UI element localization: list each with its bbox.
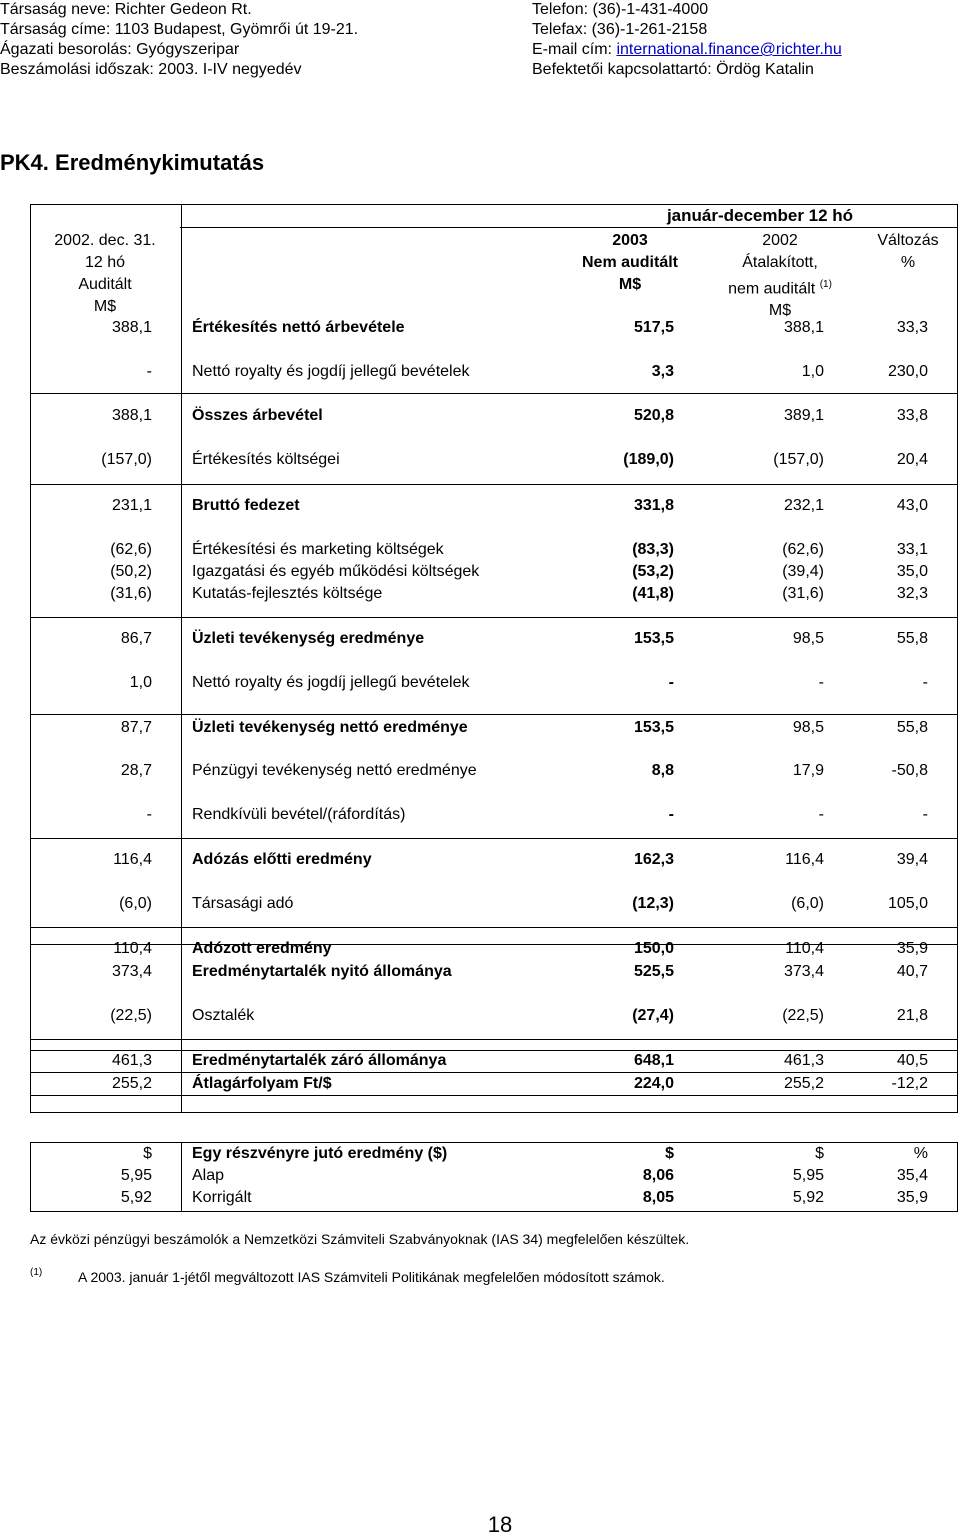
phone: Telefon: (36)-1-431-4000 (532, 1, 709, 18)
investor-contact: Befektetői kapcsolattartó: Ördög Katalin (532, 61, 814, 78)
header-line: M$ (93, 298, 117, 315)
row-label: Alap (192, 1167, 225, 1184)
table-row (30, 449, 958, 471)
contact-info (532, 0, 842, 80)
table-row (30, 628, 958, 650)
row-label: Nettó royalty és jogdíj jellegű bevételek (192, 674, 470, 691)
reporting-period: Beszámolási időszak: 2003. I-IV negyedév (0, 61, 302, 78)
row-value-c4: % (913, 1145, 928, 1162)
row-label: Társasági adó (192, 895, 294, 912)
table-row (30, 539, 958, 561)
row-value-c2: 224,0 (633, 1075, 674, 1092)
row-value-c3: $ (815, 1145, 824, 1162)
change-header (858, 230, 958, 274)
row-underline (30, 944, 958, 945)
row-value-c0: - (146, 363, 152, 380)
header-line: Auditált (78, 276, 132, 293)
row-value-c2: 8,8 (651, 762, 674, 779)
ias-note: Az évközi pénzügyi beszámolók a Nemzetközi Számviteli Szabványoknak (IAS 34) megfelelően készültek. (30, 1231, 690, 1247)
row-label: Pénzügyi tevékenység nettó eredménye (192, 762, 477, 779)
row-underline (30, 1072, 958, 1073)
row-value-c0: 86,7 (120, 630, 152, 647)
row-value-c4: 21,8 (896, 1007, 928, 1024)
row-value-c4: 35,9 (896, 940, 928, 957)
current-year-header (560, 230, 700, 296)
row-label: Összes árbevétel (192, 407, 323, 424)
row-label: Eredménytartalék nyitó állománya (192, 963, 452, 980)
row-value-c4: 40,7 (896, 963, 928, 980)
row-value-c4: - (922, 674, 928, 691)
table-row (30, 317, 958, 339)
row-value-c0: 231,1 (111, 497, 152, 514)
row-value-c2: (12,3) (632, 895, 674, 912)
row-label: Egy részvényre jutó eredmény ($) (192, 1145, 448, 1162)
row-value-c2: 648,1 (633, 1052, 674, 1069)
row-value-c2: 153,5 (633, 719, 674, 736)
row-value-c0: (62,6) (110, 541, 152, 558)
header-line: 2002. dec. 31. (54, 232, 156, 249)
row-value-c3: 17,9 (792, 762, 824, 779)
row-value-c2: - (668, 806, 674, 823)
row-value-c4: 39,4 (896, 851, 928, 868)
row-underline (30, 1050, 958, 1051)
row-label: Üzleti tevékenység nettó eredménye (192, 719, 468, 736)
row-value-c0: 388,1 (111, 407, 152, 424)
row-value-c2: (27,4) (632, 1007, 674, 1024)
column-separator (181, 1143, 182, 1211)
table-row (30, 938, 958, 960)
row-value-c3: (157,0) (773, 451, 824, 468)
row-value-c0: 461,3 (111, 1052, 152, 1069)
email-label: E-mail cím: (532, 41, 617, 58)
row-value-c0: 1,0 (129, 674, 152, 691)
row-value-c2: 153,5 (633, 630, 674, 647)
row-label: Átlagárfolyam Ft/$ (192, 1075, 332, 1092)
restated-year-header (710, 230, 850, 322)
header-line (710, 274, 850, 300)
row-value-c4: 105,0 (887, 895, 928, 912)
row-value-c0: 28,7 (120, 762, 152, 779)
table-row (30, 1050, 958, 1072)
email-line (532, 40, 842, 60)
row-value-c4: 35,9 (896, 1189, 928, 1206)
row-value-c4: 230,0 (887, 363, 928, 380)
header-line: % (900, 254, 916, 271)
table-row (30, 405, 958, 427)
company-name: Társaság neve: Richter Gedeon Rt. (0, 1, 252, 18)
row-value-c3: 5,92 (792, 1189, 824, 1206)
row-value-c0: 116,4 (113, 851, 152, 868)
row-value-c0: (6,0) (119, 895, 152, 912)
header-line: M$ (768, 302, 792, 320)
table-row (30, 717, 958, 739)
row-value-c0: $ (143, 1145, 152, 1162)
row-value-c3: 373,4 (783, 963, 824, 980)
row-value-c0: 5,92 (120, 1189, 152, 1206)
header-line: 2002 (762, 232, 798, 249)
row-label: Rendkívüli bevétel/(ráfordítás) (192, 806, 406, 823)
company-info (0, 0, 358, 80)
header-line: 12 hó (84, 254, 126, 271)
email-link[interactable]: international.finance@richter.hu (616, 41, 842, 58)
row-value-c3: 388,1 (783, 319, 824, 336)
row-value-c2: $ (665, 1145, 674, 1162)
row-value-c3: (6,0) (791, 895, 824, 912)
page-title: PK4. Eredménykimutatás (0, 150, 265, 175)
company-sector: Ágazati besorolás: Gyógyszeripar (0, 41, 240, 58)
row-value-c2: 517,5 (633, 319, 674, 336)
row-value-c3: 98,5 (792, 719, 824, 736)
period-heading: január-december 12 hó (666, 206, 854, 225)
table-row (30, 672, 958, 694)
row-value-c3: (31,6) (782, 585, 824, 602)
row-value-c0: 388,1 (111, 319, 152, 336)
row-value-c3: (62,6) (782, 541, 824, 558)
table-row (30, 361, 958, 383)
row-value-c3: 98,5 (792, 630, 824, 647)
row-value-c4: 43,0 (896, 497, 928, 514)
eps-table (30, 1142, 958, 1212)
row-label: Bruttó fedezet (192, 497, 300, 514)
table-row (30, 583, 958, 605)
footnote-text: A 2003. január 1-jétől megváltozott IAS Számviteli Politikának megfelelően módosított számok. (78, 1269, 665, 1285)
row-value-c2: 162,3 (633, 851, 674, 868)
row-value-c3: (22,5) (782, 1007, 824, 1024)
row-value-c4: 33,1 (896, 541, 928, 558)
row-value-c0: (31,6) (110, 585, 152, 602)
row-value-c3: (39,4) (782, 563, 824, 580)
header-line-text: nem auditált (728, 280, 816, 298)
row-value-c3: 116,4 (785, 851, 824, 868)
header-line: 2003 (612, 232, 648, 249)
row-value-c4: 33,8 (896, 407, 928, 424)
row-separator (30, 393, 958, 394)
table-row (30, 961, 958, 983)
row-separator (30, 838, 958, 839)
row-value-c0: (22,5) (110, 1007, 152, 1024)
row-value-c3: - (818, 674, 824, 691)
row-value-c4: 55,8 (896, 719, 928, 736)
header-line: Átalakított, (742, 254, 818, 271)
row-value-c4: 32,3 (896, 585, 928, 602)
row-value-c0: - (146, 806, 152, 823)
row-value-c2: (189,0) (623, 451, 674, 468)
row-value-c0: 87,7 (120, 719, 152, 736)
footnote-marker: (1) (30, 1267, 43, 1278)
row-value-c4: 35,0 (896, 563, 928, 580)
row-value-c3: 5,95 (792, 1167, 824, 1184)
table-row (30, 804, 958, 826)
header-divider (180, 227, 958, 228)
row-value-c4: 35,4 (896, 1167, 928, 1184)
table-row (30, 760, 958, 782)
row-value-c3: 255,2 (783, 1075, 824, 1092)
row-label: Adózás előtti eredmény (192, 851, 372, 868)
company-address: Társaság címe: 1103 Budapest, Gyömrői út 19-21. (0, 21, 359, 38)
row-separator (30, 617, 958, 618)
row-separator (30, 714, 958, 715)
row-value-c2: (41,8) (632, 585, 674, 602)
row-value-c0: 110,4 (113, 940, 152, 957)
row-value-c4: -50,8 (891, 762, 928, 779)
row-separator (30, 927, 958, 928)
row-label: Értékesítés költségei (192, 451, 340, 468)
row-value-c0: 255,2 (111, 1075, 152, 1092)
fax: Telefax: (36)-1-261-2158 (532, 21, 708, 38)
row-value-c2: 520,8 (633, 407, 674, 424)
row-value-c3: 110,4 (785, 940, 824, 957)
prior-year-header (30, 230, 180, 318)
header-line: M$ (618, 276, 642, 293)
row-value-c2: 150,0 (633, 940, 674, 957)
row-label: Adózott eredmény (192, 940, 332, 957)
row-value-c2: (53,2) (632, 563, 674, 580)
row-label: Kutatás-fejlesztés költsége (192, 585, 383, 602)
table-row (30, 1073, 958, 1095)
table-row (30, 893, 958, 915)
row-value-c0: 5,95 (120, 1167, 152, 1184)
row-value-c4: 55,8 (896, 630, 928, 647)
row-value-c2: 525,5 (633, 963, 674, 980)
row-value-c2: 331,8 (633, 497, 674, 514)
row-value-c4: -12,2 (891, 1075, 928, 1092)
row-value-c3: 232,1 (783, 497, 824, 514)
table-row (30, 561, 958, 583)
table-row (30, 495, 958, 517)
row-value-c0: (157,0) (101, 451, 152, 468)
row-label: Osztalék (192, 1007, 255, 1024)
row-value-c4: - (922, 806, 928, 823)
row-value-c2: 8,05 (642, 1189, 674, 1206)
row-value-c2: 8,06 (642, 1167, 674, 1184)
row-label: Nettó royalty és jogdíj jellegű bevételek (192, 363, 470, 380)
row-label: Eredménytartalék záró állománya (192, 1052, 447, 1069)
table-row (30, 849, 958, 871)
row-value-c3: 389,1 (783, 407, 824, 424)
row-label: Értékesítés nettó árbevétele (192, 319, 405, 336)
row-separator (30, 1039, 958, 1040)
row-value-c0: 373,4 (111, 963, 152, 980)
row-value-c4: 40,5 (896, 1052, 928, 1069)
row-label: Üzleti tevékenység eredménye (192, 630, 425, 647)
row-value-c3: 461,3 (783, 1052, 824, 1069)
row-value-c4: 33,3 (896, 319, 928, 336)
header-line: Nem auditált (581, 254, 678, 271)
row-value-c4: 20,4 (896, 451, 928, 468)
page-number: 18 (487, 1512, 513, 1537)
table-row (30, 1005, 958, 1027)
row-label: Igazgatási és egyéb működési költségek (192, 563, 480, 580)
row-separator (30, 484, 958, 485)
row-value-c2: - (668, 674, 674, 691)
row-value-c2: 3,3 (651, 363, 674, 380)
row-underline (30, 1095, 958, 1096)
row-value-c3: 1,0 (801, 363, 824, 380)
row-value-c3: - (818, 806, 824, 823)
header-line: Változás (877, 232, 939, 249)
row-label: Korrigált (192, 1189, 252, 1206)
row-label: Értékesítési és marketing költségek (192, 541, 444, 558)
row-value-c0: (50,2) (110, 563, 152, 580)
row-value-c2: (83,3) (632, 541, 674, 558)
footnote-ref: (1) (819, 279, 832, 290)
